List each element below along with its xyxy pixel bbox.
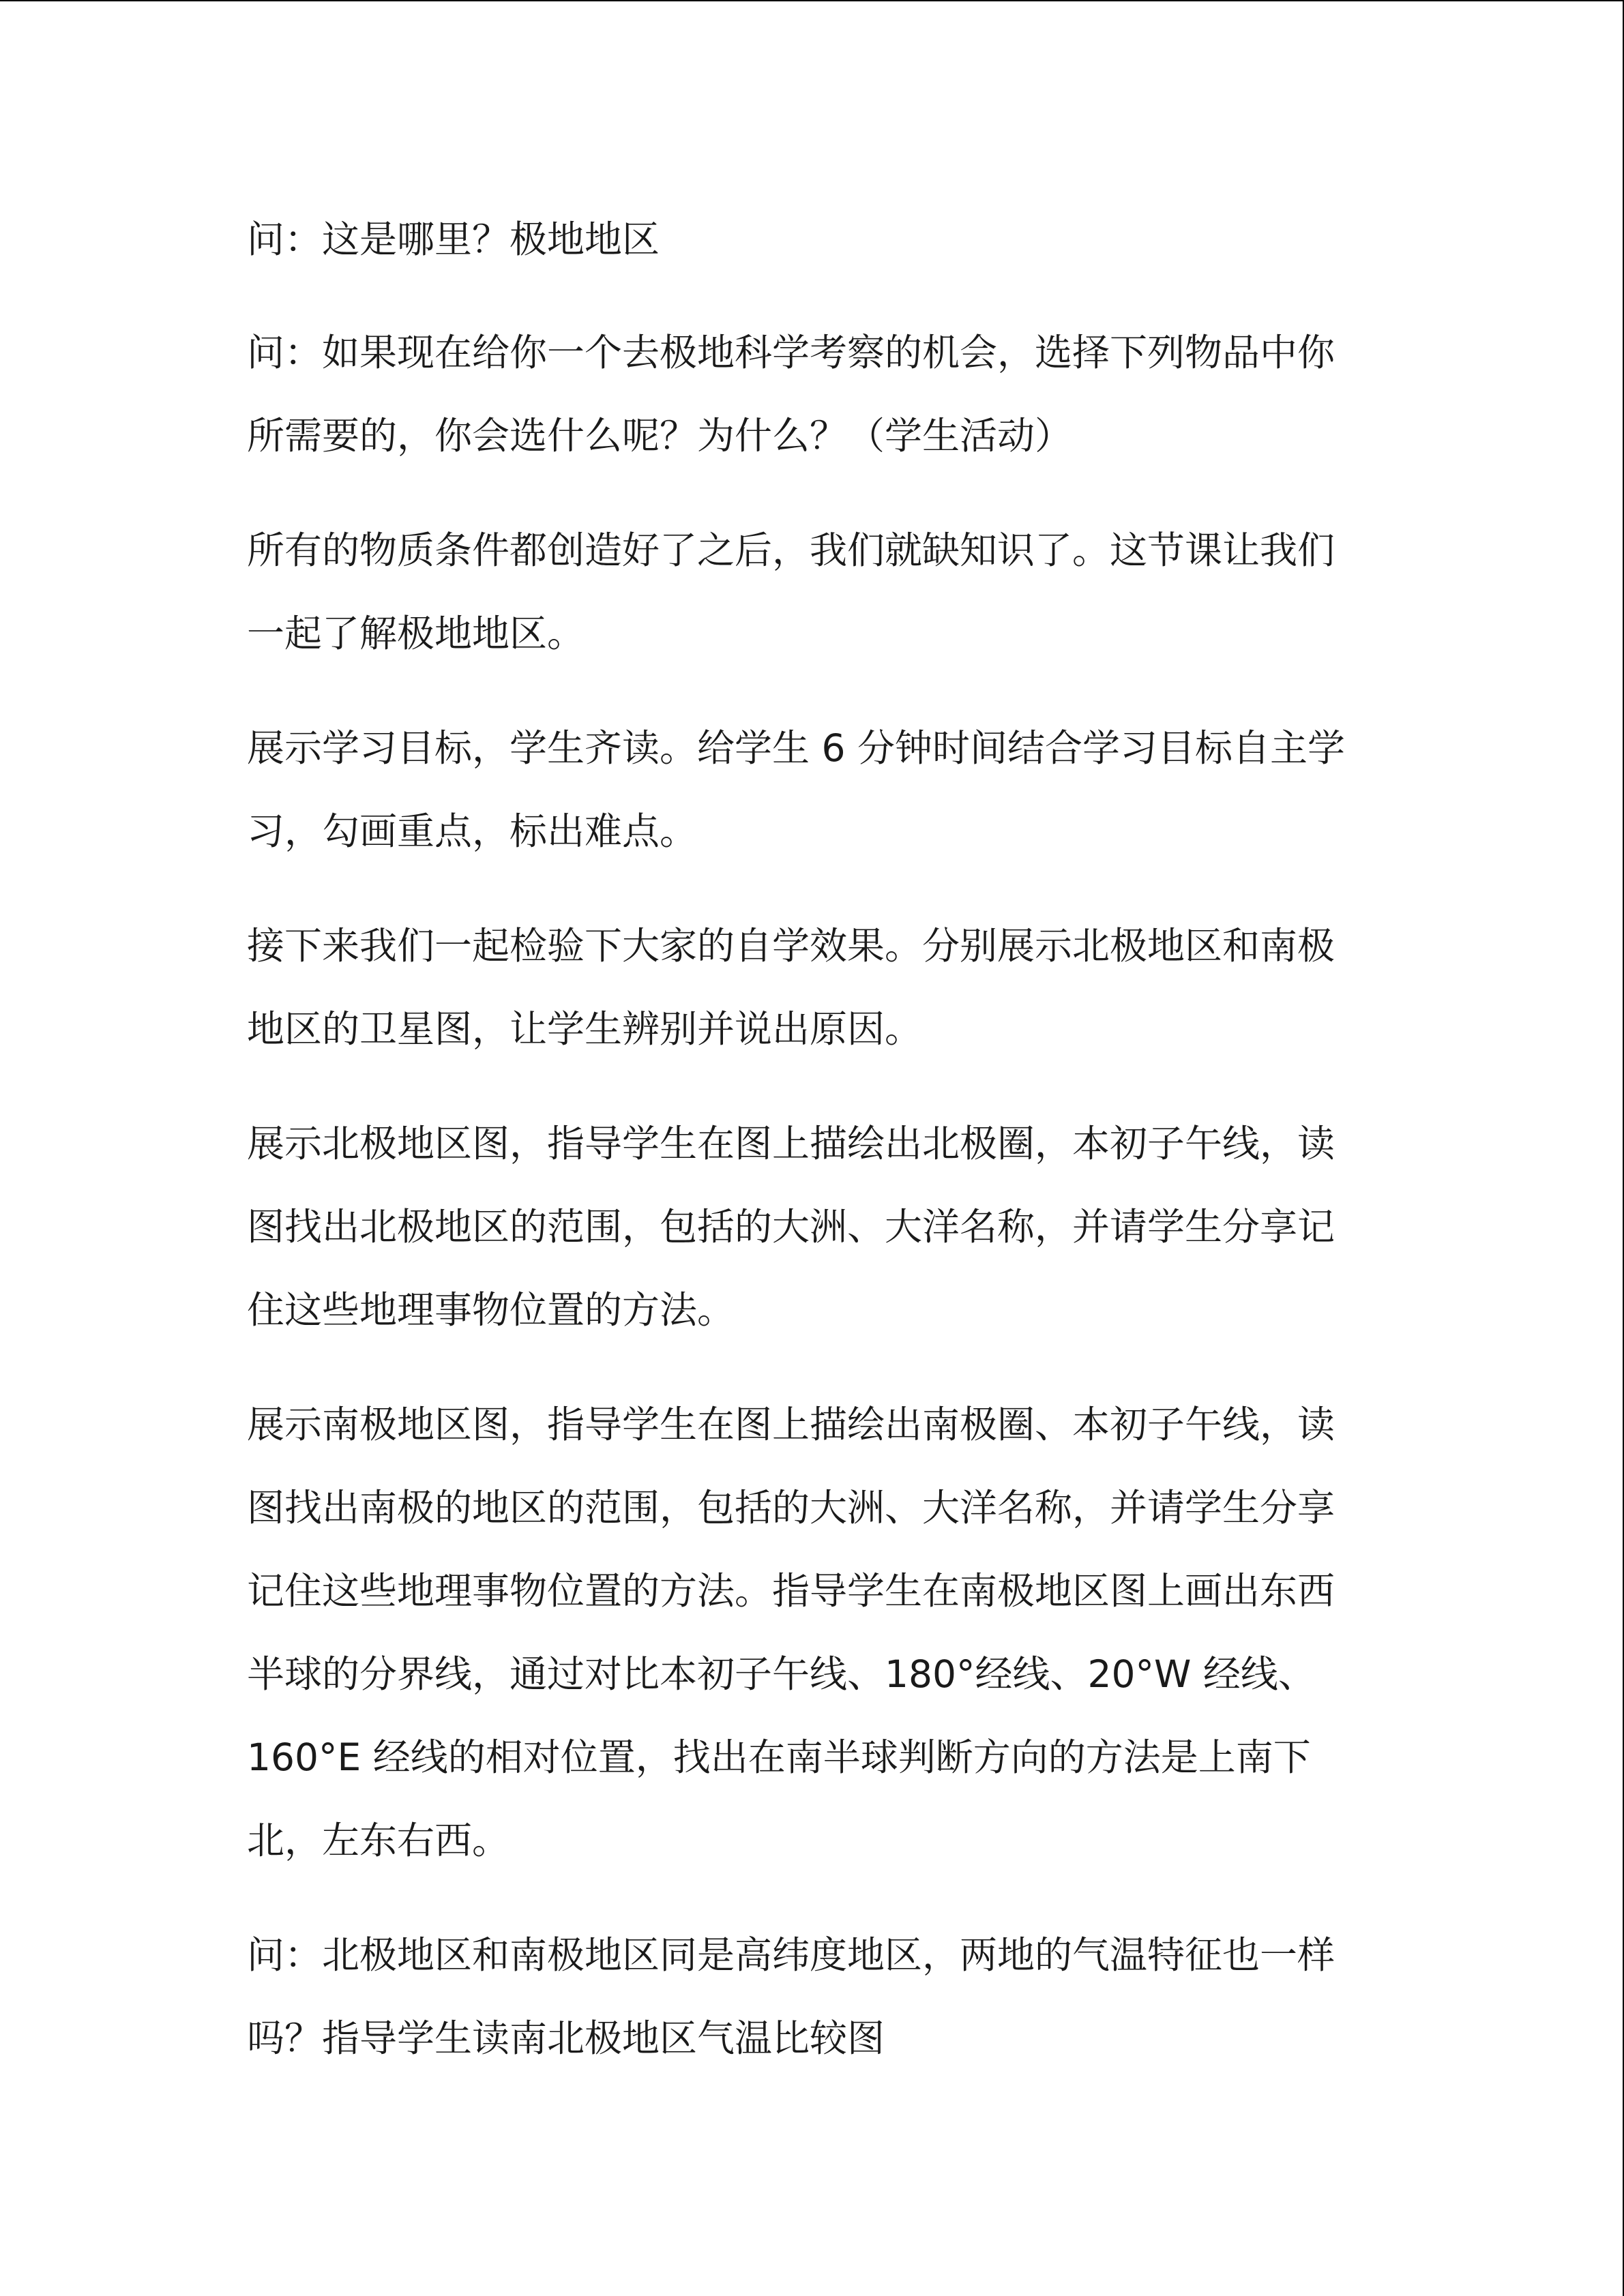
paragraph-6-line-2: 图找出北极地区的范围，包括的大洲、大洋名称，并请学生分享记 (247, 1205, 1335, 1249)
paragraph-7-line-3: 记住这些地理事物位置的方法。指导学生在南极地区图上画出东西 (247, 1569, 1335, 1613)
paragraph-8-line-2: 吗？指导学生读南北极地区气温比较图 (247, 2016, 885, 2060)
paragraph-4-line-2: 习，勾画重点，标出难点。 (247, 809, 698, 853)
paragraph-7-line-1: 展示南极地区图，指导学生在图上描绘出南极圈、本初子午线，读 (247, 1403, 1335, 1446)
paragraph-1-line-1: 问：这是哪里？极地地区 (247, 218, 660, 261)
paragraph-3-line-2: 一起了解极地地区。 (247, 612, 585, 655)
paragraph-2-line-2: 所需要的，你会选什么呢？为什么？（学生活动） (247, 414, 1073, 458)
paragraph-8-line-1: 问：北极地区和南极地区同是高纬度地区，两地的气温特征也一样 (247, 1933, 1335, 1977)
paragraph-7-line-4: 半球的分界线，通过对比本初子午线、180°经线、20°W 经线、 (247, 1652, 1316, 1696)
paragraph-6-line-3: 住这些地理事物位置的方法。 (247, 1288, 735, 1332)
paragraph-7-line-5: 160°E 经线的相对位置，找出在南半球判断方向的方法是上南下 (247, 1735, 1311, 1779)
paragraph-5-line-1: 接下来我们一起检验下大家的自学效果。分别展示北极地区和南极 (247, 924, 1335, 968)
paragraph-6-line-1: 展示北极地区图，指导学生在图上描绘出北极圈，本初子午线，读 (247, 1122, 1335, 1165)
paragraph-7-line-2: 图找出南极的地区的范围，包括的大洲、大洋名称，并请学生分享 (247, 1486, 1335, 1530)
paragraph-3-line-1: 所有的物质条件都创造好了之后，我们就缺知识了。这节课让我们 (247, 528, 1335, 572)
paragraph-5-line-2: 地区的卫星图，让学生辨别并说出原因。 (247, 1007, 923, 1051)
paragraph-7-line-6: 北，左东右西。 (247, 1819, 510, 1862)
paragraph-4-line-1: 展示学习目标，学生齐读。给学生 6 分钟时间结合学习目标自主学 (247, 726, 1345, 770)
paragraph-2-line-1: 问：如果现在给你一个去极地科学考察的机会，选择下列物品中你 (247, 331, 1335, 374)
